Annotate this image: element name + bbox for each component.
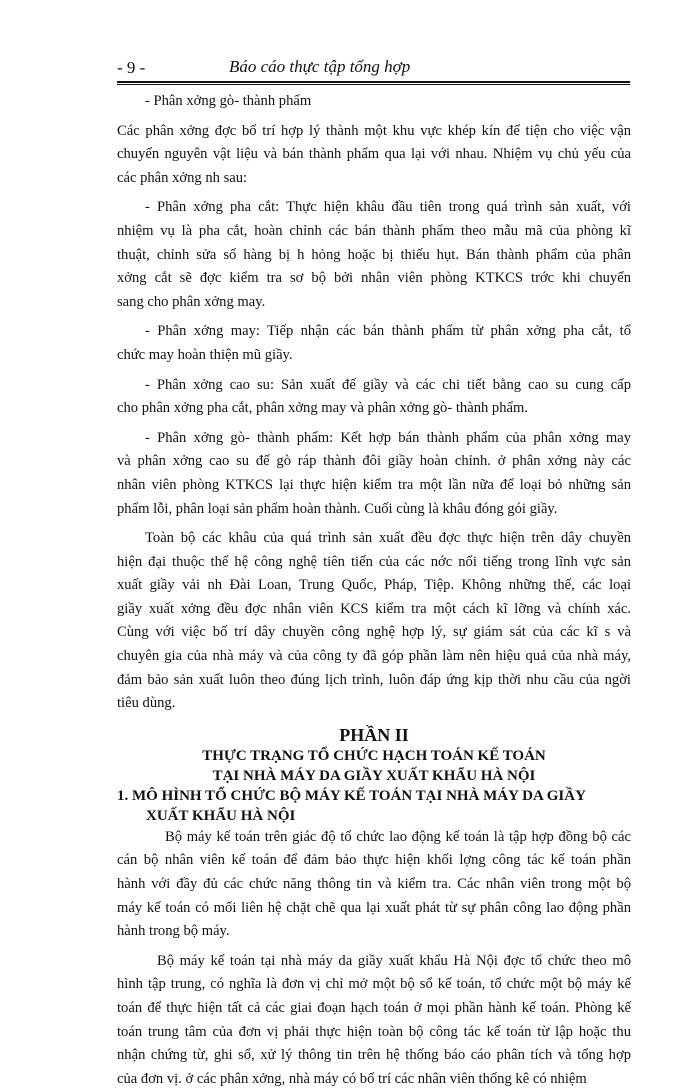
paragraph <box>117 120 631 191</box>
page-number: - 9 - <box>117 58 146 77</box>
text-line: hình tập trung, có nghĩa là đơn vị chỉ mở một bộ sổ kế toán, tổ chức một bộ máy kế <box>117 976 631 993</box>
text-line: sang cho phân xởng may. <box>117 293 266 310</box>
text-line: phẩm lỗi, phân loại sản phẩm hoàn thành. Cuối cùng là khâu đóng gói giầy. <box>117 500 558 517</box>
text-line: - Phân xởng may: Tiếp nhận các bán thành phẩm từ phân xởng pha cắt, tổ <box>145 323 631 340</box>
paragraph <box>117 950 631 1091</box>
text-line: toán để thực hiện tất cả các giai đoạn hạch toán ở mọi phần hành kế toán. Phòng kế <box>117 1000 631 1016</box>
paragraph <box>117 320 631 367</box>
text-line: nhiệm vụ là pha cắt, hoàn chỉnh các bán thành phẩm theo mẫu mã của phòng kĩ <box>117 222 631 239</box>
header-rule <box>117 81 630 83</box>
text-line: tiêu dùng. <box>117 695 176 712</box>
text-line: xuất giầy vải nh Đài Loan, Trung Quốc, Pháp, Tiệp. Không những thế, các loại <box>117 577 631 594</box>
text-line: giầy xuất xởng đều đợc nhân viên KCS kiểm tra một cách kĩ lỡng và chính xác. <box>117 600 631 617</box>
text-line: thuật, chỉnh sửa số hàng bị h hỏng hoặc bị thiếu hụt. Bán thành phẩm của phân <box>117 246 631 263</box>
section-heading-line-2: XUẤT KHẨU HÀ NỘI <box>146 807 296 824</box>
text-line: các phân xởng nh sau: <box>117 169 248 186</box>
text-line: nhân viên phòng KTKCS lại thực hiện kiểm tra một lần nữa để loại bỏ những sản <box>117 476 631 493</box>
text-line: - Phân xởng pha cắt: Thực hiện khâu đầu tiên trong quá trình sản xuất, với <box>145 199 631 216</box>
paragraph <box>117 90 631 114</box>
text-line: hành trong bộ máy. <box>117 923 230 940</box>
paragraph-group-2 <box>117 826 631 1091</box>
text-line: chuyển nguyên vật liệu và bán thành phẩm qua lại với nhau. Nhiệm vụ chủ yếu của <box>117 146 631 163</box>
paragraph <box>117 527 631 716</box>
page-header <box>117 56 630 82</box>
text-line: hiện đại thuộc thế hệ công nghệ tiên tiến của các nớc nổi tiếng trong lĩnh vực sản <box>117 553 631 570</box>
text-line: Bộ máy kế toán tại nhà máy da giầy xuất khẩu Hà Nội đợc tổ chức theo mô <box>157 952 631 969</box>
document-body <box>117 90 631 1091</box>
part-subtitle-1: THỰC TRẠNG TỔ CHỨC HẠCH TOÁN KẾ TOÁN <box>202 747 546 764</box>
text-line: hành với đầy đủ các chức năng thông tin và kiểm tra. Các nhân viên trong một bộ <box>117 876 631 893</box>
text-line: - Phân xởng cao su: Sản xuất đế giầy và các chi tiết bằng cao su cung cấp <box>145 376 631 393</box>
text-line: Toàn bộ các khâu của quá trình sản xuất đều đợc thực hiện trên dây chuyền <box>145 530 631 547</box>
text-line: - Phân xởng gò- thành phẩm <box>145 93 312 109</box>
paragraph <box>117 427 631 521</box>
header-title: Báo cáo thực tập tổng hợp <box>229 57 411 76</box>
text-line: máy kế toán có mối liên hệ chặt chẽ qua lại xuất phát từ sự phân công lao động phần <box>117 899 631 916</box>
paragraph <box>117 374 631 421</box>
text-line: đảm bảo sản xuất luôn theo đúng lịch trình, luôn đáp ứng kịp thời nhu cầu của ngời <box>117 671 631 688</box>
part-subtitle-2: TẠI NHÀ MÁY DA GIẦY XUẤT KHẨU HÀ NỘI <box>212 767 536 784</box>
text-line: chức may hoàn thiện mũ giầy. <box>117 346 293 363</box>
text-line: cho phân xởng pha cắt, phân xởng may và phân xởng gò- thành phẩm. <box>117 400 529 417</box>
header-rule-thin <box>117 84 630 85</box>
paragraph-group-1 <box>117 90 631 716</box>
text-line: toán trung tâm của đơn vị phải thực hiện toàn bộ công tác kế toán từ lập hoặc thu <box>117 1023 631 1040</box>
part-title: PHẦN II <box>339 724 409 745</box>
section-heading-line-1: 1. MÔ HÌNH TỔ CHỨC BỘ MÁY KẾ TOÁN TẠI NHÀ MÁY DA GIẦY <box>117 787 586 804</box>
text-line: Các phân xởng đợc bố trí hợp lý thành một khu vực khép kín để tiện cho việc vận <box>117 122 631 139</box>
text-line: và phân xởng cao su để gò ráp thành đôi giầy hoàn chỉnh. ở phân xởng này các <box>117 453 631 470</box>
text-line: Cùng với việc bố trí dây chuyền công nghệ hợp lý, sự giám sát của các kĩ s và <box>117 624 631 641</box>
text-line: Bộ máy kế toán trên giác độ tổ chức lao động kế toán là tập hợp đồng bộ các <box>165 828 631 845</box>
paragraph <box>117 826 631 944</box>
paragraph <box>117 196 631 314</box>
text-line: - Phân xởng gò- thành phẩm: Kết hợp bán thành phẩm của phân xởng may <box>145 429 631 446</box>
text-line: xởng cắt sẽ đợc kiểm tra sơ bộ bởi nhân viên phòng KTKCS trớc khi chuyển <box>117 270 631 287</box>
text-line: chuyên gia của nhà máy và của công ty đã góp phần làm nên hiệu quả của nhà máy, <box>117 648 631 665</box>
text-line: cán bộ nhân viên kế toán để đảm bảo thực hiện khối lợng công tác kế toán phần <box>117 852 631 869</box>
text-line: của đơn vị. ở các phân xởng, nhà máy có bố trí các nhân viên thống kê có nhiệm <box>117 1070 587 1087</box>
text-line: nhận chứng từ, ghi sổ, xử lý thông tin trên hệ thống báo cáo phân tích và tổng hợp <box>117 1047 631 1064</box>
